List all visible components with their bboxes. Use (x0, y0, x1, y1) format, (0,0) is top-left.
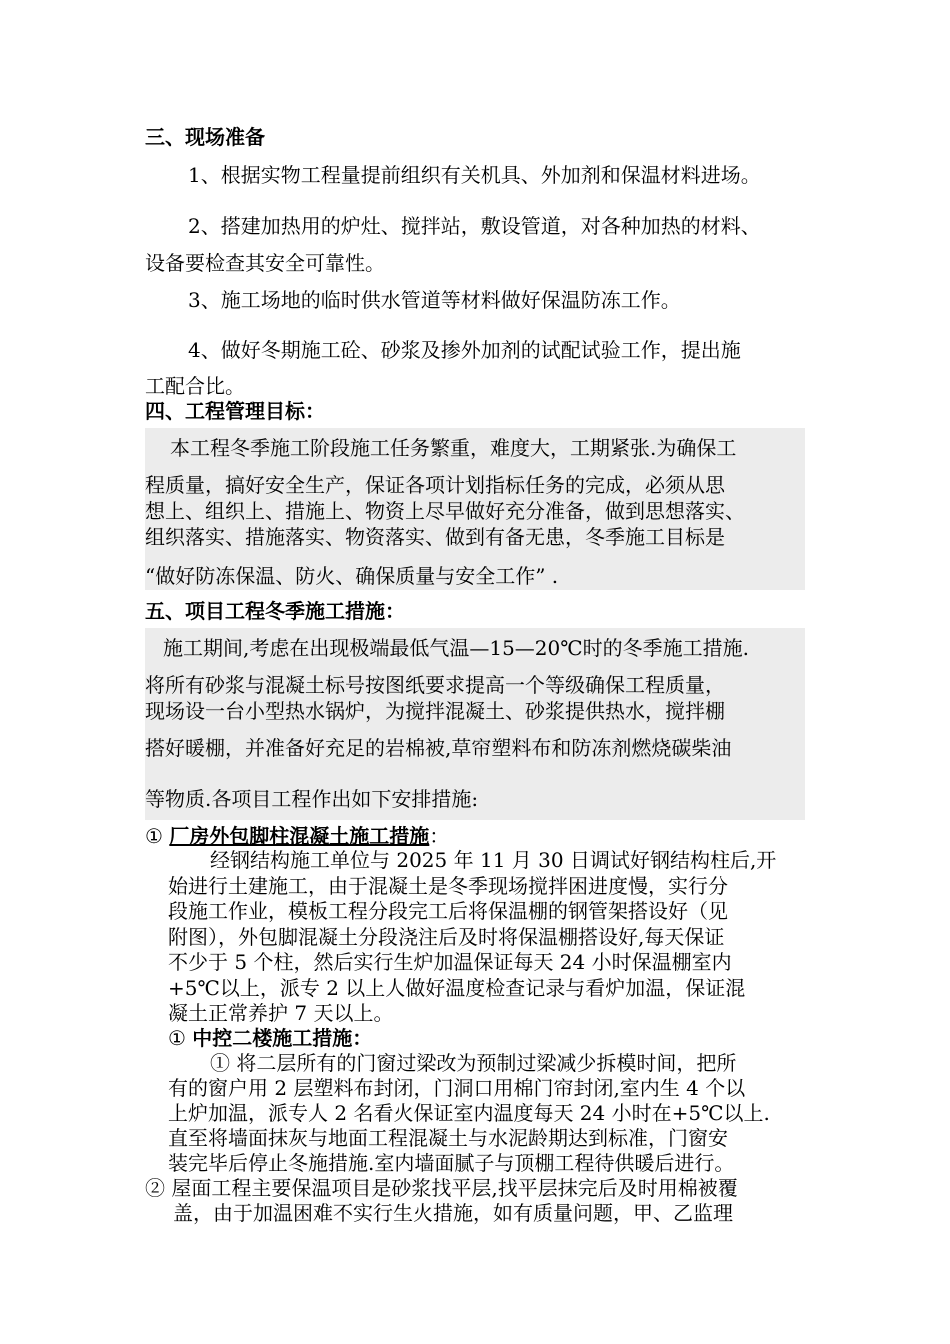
section4-line: 组织落实、措施落实、物资落实、做到有备无患，冬季施工目标是 (145, 525, 725, 549)
section4-line: “做好防冻保温、防火、确保质量与安全工作” . (145, 564, 559, 588)
section3-item2-line2: 设备要检查其安全可靠性。 (145, 251, 385, 275)
measure1-line: 不少于 5 个柱，然后实行生炉加温保证每天 24 小时保温棚室内 (168, 950, 732, 974)
measure2-line: 直至将墙面抹灰与地面工程混凝土与水泥龄期达到标准，门窗安 (168, 1126, 728, 1150)
measure2-line: ① 将二层所有的门窗过梁改为预制过梁减少拆模时间，把所 (210, 1051, 737, 1075)
measure2-heading: 中控二楼施工措施： (192, 1026, 373, 1050)
measure2-line: 上炉加温，派专人 2 名看火保证室内温度每天 24 小时在+5℃以上. (168, 1101, 770, 1125)
measure2-line: 有的窗户用 2 层塑料布封闭，门洞口用棉门帘封闭,室内生 4 个以 (168, 1076, 746, 1100)
measure1-line: 段施工作业，模板工程分段完工后将保温棚的钢管架搭设好（见 (168, 899, 728, 923)
section4-line: 程质量，搞好安全生产，保证各项计划指标任务的完成，必须从思 (145, 473, 725, 497)
section3-item3: 3、施工场地的临时供水管道等材料做好保温防冻工作。 (188, 288, 681, 312)
section5-line: 施工期间,考虑在出现极端最低气温—15—20℃时的冬季施工措施. (163, 636, 749, 660)
measure1-heading-row (145, 823, 449, 849)
section3-item4-line1: 4、做好冬期施工砼、砂浆及掺外加剂的试配试验工作，提出施 (188, 338, 741, 362)
measure2-line: 装完毕后停止冬施措施.室内墙面腻子与顶棚工程待供暖后进行。 (168, 1151, 735, 1175)
measure1-marker: ① (145, 824, 163, 848)
measure3-line1-row (145, 1175, 738, 1201)
measure3-line: 盖，由于加温困难不实行生火措施，如有质量问题，甲、乙监理 (173, 1201, 733, 1225)
section3-heading: 三、现场准备 (145, 125, 265, 149)
section4-heading: 四、工程管理目标： (145, 399, 325, 423)
measure1-line: 凝土正常养护 7 天以上。 (168, 1001, 394, 1025)
measure1-line: 始进行土建施工，由于混凝土是冬季现场搅拌困进度慢，实行分 (168, 874, 728, 898)
measure2-heading-row (168, 1025, 372, 1051)
section5-line: 搭好暖棚，并准备好充足的岩棉被,草帘塑料布和防冻剂燃烧碳柴油 (145, 736, 732, 760)
measure1-line: +5℃以上，派专 2 以上人做好温度检查记录与看炉加温，保证混 (168, 976, 746, 1000)
measure1-heading: 厂房外包脚柱混凝土施工措施 (169, 824, 430, 848)
measure1-line: 经钢结构施工单位与 2025 年 11 月 30 日调试好钢结构柱后,开 (210, 848, 777, 872)
section3-item2-line1: 2、搭建加热用的炉灶、搅拌站，敷设管道，对各种加热的材料、 (188, 214, 761, 238)
section5-line: 将所有砂浆与混凝土标号按图纸要求提高一个等级确保工程质量， (145, 673, 725, 697)
measure2-marker: ① (168, 1026, 186, 1050)
section4-line: 想上、组织上、措施上、物资上尽早做好充分准备，做到思想落实、 (145, 499, 745, 523)
section5-line: 等物质.各项目工程作出如下安排措施: (145, 787, 479, 811)
measure1-colon: ： (429, 824, 450, 848)
section3-item1: 1、根据实物工程量提前组织有关机具、外加剂和保温材料进场。 (188, 163, 761, 187)
measure3-marker: ② (145, 1176, 165, 1200)
measure3-line: 屋面工程主要保温项目是砂浆找平层,找平层抹完后及时用棉被覆 (171, 1176, 738, 1200)
section4-line: 本工程冬季施工阶段施工任务繁重，难度大，工期紧张.为确保工 (170, 436, 737, 460)
measure1-line: 附图），外包脚混凝土分段浇注后及时将保温棚搭设好,每天保证 (168, 925, 725, 949)
section5-line: 现场设一台小型热水锅炉，为搅拌混凝土、砂浆提供热水，搅拌棚 (145, 699, 725, 723)
section5-heading: 五、项目工程冬季施工措施： (145, 599, 405, 623)
section3-item4-line2: 工配合比。 (145, 374, 245, 398)
